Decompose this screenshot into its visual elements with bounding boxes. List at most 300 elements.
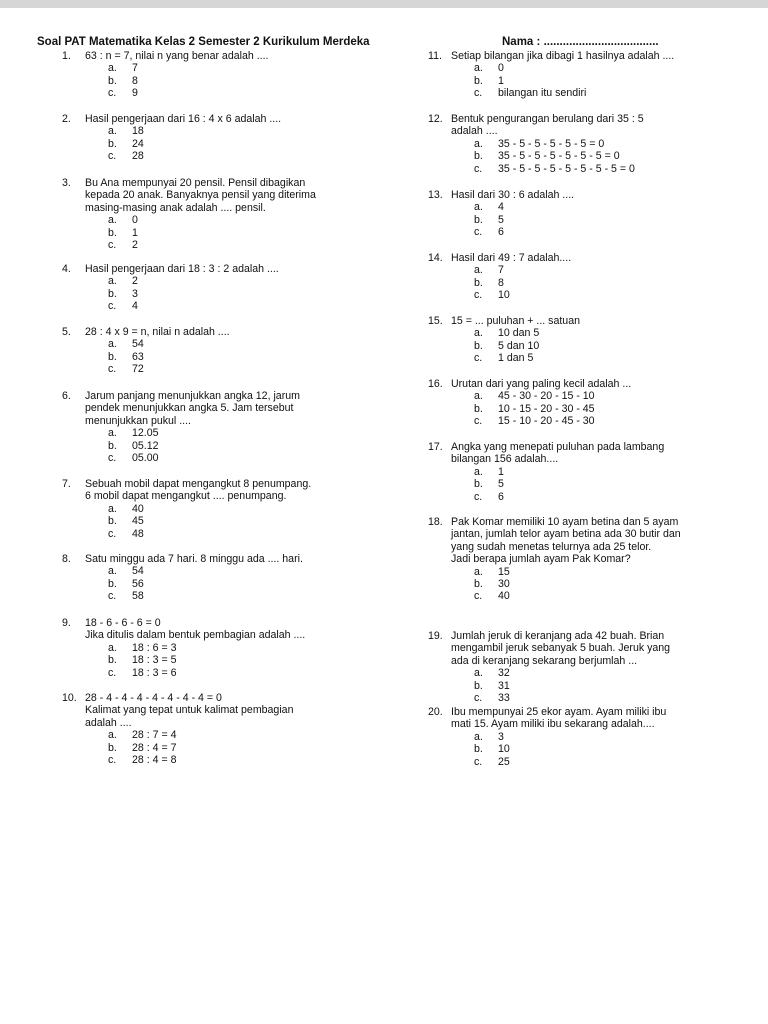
question-text-line: pendek menunjukkan angka 5. Jam tersebut: [85, 402, 294, 415]
answer-option: [108, 742, 293, 754]
option-text: bilangan itu sendiri: [498, 87, 587, 100]
option-text: 28 : 4 = 7: [132, 741, 177, 754]
option-text: 63: [132, 350, 144, 363]
question-text-line: 28 - 4 - 4 - 4 - 4 - 4 - 4 - 4 = 0: [85, 692, 222, 704]
option-text: 05.12: [132, 439, 159, 452]
option-text: 8: [498, 276, 504, 289]
question-number: 7.: [62, 478, 71, 490]
answer-options: [474, 327, 580, 364]
option-text: 33: [498, 692, 510, 705]
option-letter: a.: [474, 465, 483, 478]
option-text: 1: [498, 465, 504, 478]
question-text-line: Pak Komar memiliki 10 ayam betina dan 5 ayam: [451, 516, 679, 528]
question-11: [428, 50, 674, 100]
answer-option: [108, 667, 305, 679]
option-letter: b.: [474, 679, 483, 692]
question-number: 1.: [62, 50, 71, 62]
question-20: [428, 706, 666, 768]
option-letter: c.: [108, 590, 117, 603]
question-7: [62, 478, 311, 540]
question-stem: [428, 630, 670, 667]
question-text-line: Jadi berapa jumlah ayam Pak Komar?: [451, 553, 631, 566]
question-text-line: mengambil jeruk sebanyak 5 buah. Jeruk yang: [451, 642, 671, 655]
option-letter: b.: [108, 741, 117, 754]
question-15: [428, 315, 580, 365]
option-text: 40: [132, 502, 144, 515]
question-1: [62, 50, 268, 100]
answer-option: [108, 62, 268, 74]
name-label: Nama :: [502, 36, 541, 48]
answer-option: [108, 452, 300, 464]
option-letter: b.: [474, 402, 483, 415]
question-stem: [62, 177, 316, 214]
question-10: [62, 692, 293, 766]
answer-options: [474, 466, 664, 503]
option-letter: a.: [108, 729, 117, 742]
question-text-line: Setiap bilangan jika dibagi 1 hasilnya adalah ....: [451, 50, 675, 62]
option-text: 54: [132, 338, 144, 351]
answer-option: [108, 275, 279, 287]
option-text: 3: [132, 287, 138, 300]
option-text: 6: [498, 490, 504, 503]
question-9: [62, 617, 305, 679]
option-text: 2: [132, 239, 138, 252]
option-text: 1 dan 5: [498, 352, 534, 365]
question-number: 10.: [62, 692, 77, 704]
option-letter: a.: [108, 641, 117, 654]
answer-option: [474, 352, 580, 364]
question-stem: [428, 441, 664, 466]
option-text: 1: [498, 74, 504, 87]
answer-option: [108, 150, 281, 162]
option-letter: b.: [108, 654, 117, 667]
question-text-line: Bentuk pengurangan berulang dari 35 : 5: [451, 113, 644, 125]
option-text: 10: [498, 289, 510, 302]
option-text: 25: [498, 755, 510, 768]
answer-options: [108, 62, 268, 99]
option-letter: c.: [474, 755, 483, 768]
question-13: [428, 189, 574, 239]
option-letter: a.: [474, 137, 483, 150]
question-text-line: 18 - 6 - 6 - 6 = 0: [85, 617, 161, 629]
option-text: 10 dan 5: [498, 327, 540, 340]
answer-option: [474, 390, 631, 402]
answer-option: [108, 515, 311, 527]
option-letter: a.: [108, 275, 117, 288]
question-text-line: Hasil pengerjaan dari 18 : 3 : 2 adalah ....: [85, 263, 279, 275]
question-text-line: jantan, jumlah telor ayam betina ada 30 butir dan: [451, 528, 681, 541]
option-text: 30: [498, 578, 510, 591]
option-letter: b.: [108, 287, 117, 300]
question-text-line: Jika ditulis dalam bentuk pembagian adalah ....: [85, 629, 306, 642]
option-text: 56: [132, 577, 144, 590]
page-title: Soal PAT Matematika Kelas 2 Semester 2 Kurikulum Merdeka: [37, 36, 370, 48]
option-letter: a.: [108, 214, 117, 227]
option-letter: c.: [108, 87, 117, 100]
option-text: 24: [132, 137, 144, 150]
question-text-line: 6 mobil dapat mengangkut .... penumpang.: [85, 490, 287, 503]
question-text-line: bilangan 156 adalah....: [451, 453, 559, 466]
answer-option: [108, 642, 305, 654]
option-letter: a.: [474, 667, 483, 680]
answer-options: [474, 667, 670, 704]
option-letter: a.: [474, 264, 483, 277]
question-text-line: mati 15. Ayam miliki ibu sekarang adalah....: [451, 718, 655, 731]
answer-option: [474, 478, 664, 490]
option-text: 3: [498, 730, 504, 743]
option-text: 18 : 3 = 6: [132, 666, 177, 679]
option-letter: b.: [108, 350, 117, 363]
option-text: 7: [498, 264, 504, 277]
question-number: 4.: [62, 263, 71, 275]
question-number: 6.: [62, 390, 71, 402]
option-letter: a.: [108, 338, 117, 351]
option-letter: b.: [474, 213, 483, 226]
question-number: 13.: [428, 189, 443, 201]
name-field: [502, 36, 659, 48]
option-text: 15 - 10 - 20 - 45 - 30: [498, 415, 595, 428]
question-stem: [62, 50, 268, 62]
answer-options: [474, 264, 571, 301]
option-text: 18 : 6 = 3: [132, 641, 177, 654]
option-letter: c.: [474, 289, 483, 302]
answer-options: [474, 731, 666, 768]
question-text-line: Angka yang menepati puluhan pada lambang: [451, 441, 665, 453]
question-stem: [62, 553, 303, 565]
option-text: 10: [498, 743, 510, 756]
option-letter: a.: [474, 390, 483, 403]
question-text-line: Bu Ana mempunyai 20 pensil. Pensil dibagikan: [85, 177, 306, 189]
option-letter: a.: [108, 62, 117, 75]
answer-option: [108, 338, 230, 350]
option-text: 28 : 7 = 4: [132, 729, 177, 742]
answer-option: [108, 125, 281, 137]
question-stem: [428, 706, 666, 731]
option-letter: c.: [474, 226, 483, 239]
answer-option: [108, 654, 305, 666]
question-text-line: Hasil pengerjaan dari 16 : 4 x 6 adalah ....: [85, 113, 282, 125]
answer-option: [474, 150, 644, 162]
answer-options: [474, 201, 574, 238]
answer-option: [474, 578, 681, 590]
question-number: 14.: [428, 252, 443, 264]
answer-option: [474, 491, 664, 503]
answer-option: [474, 590, 681, 602]
answer-option: [108, 300, 279, 312]
option-letter: c.: [108, 754, 117, 767]
question-text-line: masing-masing anak adalah .... pensil.: [85, 201, 266, 214]
option-text: 35 - 5 - 5 - 5 - 5 - 5 - 5 - 5 = 0: [498, 162, 635, 175]
option-letter: c.: [474, 415, 483, 428]
option-text: 31: [498, 679, 510, 692]
answer-option: [474, 466, 664, 478]
option-text: 4: [132, 300, 138, 313]
option-text: 6: [498, 226, 504, 239]
option-text: 45 - 30 - 20 - 15 - 10: [498, 390, 595, 403]
question-number: 2.: [62, 113, 71, 125]
answer-options: [474, 138, 644, 175]
answer-option: [108, 75, 268, 87]
option-letter: b.: [474, 478, 483, 491]
question-18: [428, 516, 681, 603]
answer-option: [108, 440, 300, 452]
option-text: 58: [132, 590, 144, 603]
answer-option: [474, 731, 666, 743]
option-letter: a.: [108, 125, 117, 138]
option-letter: c.: [108, 452, 117, 465]
option-text: 5: [498, 213, 504, 226]
option-letter: c.: [108, 527, 117, 540]
question-number: 17.: [428, 441, 443, 453]
answer-option: [108, 288, 279, 300]
question-text-line: yang sudah menetas telurnya ada 25 telor.: [451, 540, 652, 553]
answer-options: [108, 503, 311, 540]
option-text: 8: [132, 74, 138, 87]
option-text: 1: [132, 226, 138, 239]
question-17: [428, 441, 664, 503]
answer-option: [108, 227, 316, 239]
question-text-line: Satu minggu ada 7 hari. 8 minggu ada .... hari.: [85, 553, 303, 565]
option-letter: c.: [474, 590, 483, 603]
answer-option: [474, 214, 574, 226]
option-letter: c.: [108, 239, 117, 252]
option-letter: b.: [108, 515, 117, 528]
option-letter: a.: [474, 730, 483, 743]
answer-option: [474, 692, 670, 704]
question-stem: [62, 326, 230, 338]
option-text: 05.00: [132, 452, 159, 465]
answer-options: [474, 566, 681, 603]
question-number: 12.: [428, 113, 443, 125]
question-number: 11.: [428, 50, 442, 62]
question-stem: [62, 113, 281, 125]
option-letter: c.: [474, 162, 483, 175]
answer-option: [108, 87, 268, 99]
answer-option: [108, 590, 303, 602]
option-text: 18 : 3 = 5: [132, 654, 177, 667]
question-stem: [62, 390, 300, 427]
question-text-line: adalah ....: [85, 716, 132, 729]
name-blank: ....................................: [543, 36, 659, 48]
answer-option: [108, 138, 281, 150]
question-text-line: Jumlah jeruk di keranjang ada 42 buah. Brian: [451, 630, 665, 642]
option-letter: c.: [108, 300, 117, 313]
question-stem: [428, 50, 674, 62]
answer-option: [474, 75, 674, 87]
answer-options: [108, 642, 305, 679]
option-text: 7: [132, 62, 138, 75]
answer-option: [474, 264, 571, 276]
option-text: 32: [498, 667, 510, 680]
question-number: 19.: [428, 630, 443, 642]
answer-option: [474, 667, 670, 679]
question-text-line: kepada 20 anak. Banyaknya pensil yang diterima: [85, 189, 316, 202]
answer-options: [108, 565, 303, 602]
question-stem: [62, 478, 311, 503]
option-text: 9: [132, 87, 138, 100]
option-letter: b.: [474, 150, 483, 163]
option-text: 72: [132, 363, 144, 376]
option-text: 28 : 4 = 8: [132, 754, 177, 767]
option-letter: c.: [474, 692, 483, 705]
answer-option: [474, 327, 580, 339]
answer-options: [108, 214, 316, 251]
question-stem: [428, 378, 631, 390]
option-letter: b.: [474, 578, 483, 591]
question-number: 16.: [428, 378, 443, 390]
option-text: 40: [498, 590, 510, 603]
option-text: 0: [498, 62, 504, 75]
question-19: [428, 630, 670, 704]
question-number: 9.: [62, 617, 71, 629]
option-text: 35 - 5 - 5 - 5 - 5 - 5 - 5 = 0: [498, 150, 620, 163]
option-letter: b.: [108, 577, 117, 590]
question-4: [62, 263, 279, 313]
option-letter: b.: [108, 226, 117, 239]
question-number: 18.: [428, 516, 443, 528]
answer-option: [474, 340, 580, 352]
question-text-line: Sebuah mobil dapat mengangkut 8 penumpang.: [85, 478, 312, 490]
option-text: 12.05: [132, 427, 159, 440]
question-stem: [62, 617, 305, 642]
option-letter: a.: [474, 327, 483, 340]
question-number: 3.: [62, 177, 71, 189]
answer-options: [108, 125, 281, 162]
question-number: 15.: [428, 315, 443, 327]
answer-options: [108, 338, 230, 375]
answer-option: [108, 239, 316, 251]
question-stem: [428, 113, 644, 138]
option-text: 0: [132, 214, 138, 227]
answer-option: [108, 729, 293, 741]
question-text-line: 28 : 4 x 9 = n, nilai n adalah ....: [85, 326, 230, 338]
question-number: 20.: [428, 706, 443, 718]
option-letter: b.: [108, 137, 117, 150]
answer-option: [474, 756, 666, 768]
answer-option: [108, 363, 230, 375]
answer-option: [108, 351, 230, 363]
answer-option: [108, 578, 303, 590]
option-text: 10 - 15 - 20 - 30 - 45: [498, 402, 595, 415]
question-12: [428, 113, 644, 175]
answer-option: [474, 289, 571, 301]
option-letter: b.: [474, 339, 483, 352]
question-6: [62, 390, 300, 464]
question-stem: [428, 252, 571, 264]
answer-option: [474, 163, 644, 175]
option-text: 5: [498, 478, 504, 491]
option-text: 48: [132, 527, 144, 540]
question-stem: [428, 516, 681, 566]
option-letter: b.: [474, 276, 483, 289]
option-text: 28: [132, 150, 144, 163]
question-text-line: Ibu mempunyai 25 ekor ayam. Ayam miliki ibu: [451, 706, 667, 718]
option-letter: b.: [474, 74, 483, 87]
answer-option: [474, 566, 681, 578]
option-letter: c.: [474, 352, 483, 365]
option-letter: a.: [474, 201, 483, 214]
question-stem: [428, 189, 574, 201]
answer-option: [474, 201, 574, 213]
answer-options: [474, 390, 631, 427]
answer-options: [474, 62, 674, 99]
answer-option: [474, 87, 674, 99]
option-letter: c.: [474, 87, 483, 100]
option-letter: b.: [108, 74, 117, 87]
question-number: 8.: [62, 553, 71, 565]
answer-option: [108, 754, 293, 766]
answer-option: [474, 403, 631, 415]
question-3: [62, 177, 316, 251]
option-letter: a.: [108, 427, 117, 440]
answer-option: [474, 226, 574, 238]
question-8: [62, 553, 303, 603]
question-text-line: Hasil dari 30 : 6 adalah ....: [451, 189, 575, 201]
option-letter: c.: [108, 666, 117, 679]
question-text-line: 63 : n = 7, nilai n yang benar adalah ....: [85, 50, 269, 62]
question-text-line: Kalimat yang tepat untuk kalimat pembagian: [85, 704, 294, 717]
answer-option: [108, 427, 300, 439]
question-16: [428, 378, 631, 428]
top-edge: [0, 0, 768, 8]
option-letter: b.: [474, 743, 483, 756]
answer-option: [474, 680, 670, 692]
answer-option: [474, 277, 571, 289]
answer-options: [108, 729, 293, 766]
question-number: 5.: [62, 326, 71, 338]
option-text: 5 dan 10: [498, 339, 540, 352]
answer-option: [474, 62, 674, 74]
answer-option: [474, 743, 666, 755]
answer-option: [108, 214, 316, 226]
answer-option: [108, 565, 303, 577]
question-text-line: Urutan dari yang paling kecil adalah ...: [451, 378, 632, 390]
question-2: [62, 113, 281, 163]
question-stem: [62, 692, 293, 729]
option-letter: a.: [474, 62, 483, 75]
question-text-line: ada di keranjang sekarang berjumlah ...: [451, 654, 638, 667]
option-letter: c.: [108, 150, 117, 163]
question-text-line: menunjukkan pukul ....: [85, 414, 191, 427]
option-text: 35 - 5 - 5 - 5 - 5 - 5 = 0: [498, 137, 605, 150]
option-letter: b.: [108, 439, 117, 452]
question-text-line: Jarum panjang menunjukkan angka 12, jarum: [85, 390, 300, 402]
answer-options: [108, 427, 300, 464]
question-stem: [62, 263, 279, 275]
option-letter: a.: [108, 565, 117, 578]
question-14: [428, 252, 571, 302]
question-text-line: adalah ....: [451, 125, 498, 138]
option-text: 4: [498, 201, 504, 214]
option-text: 45: [132, 515, 144, 528]
answer-option: [108, 528, 311, 540]
option-letter: c.: [474, 490, 483, 503]
question-5: [62, 326, 230, 376]
answer-option: [108, 503, 311, 515]
question-text-line: 15 = ... puluhan + ... satuan: [451, 315, 580, 327]
option-text: 18: [132, 125, 144, 138]
answer-options: [108, 275, 279, 312]
answer-option: [474, 138, 644, 150]
question-stem: [428, 315, 580, 327]
option-text: 2: [132, 275, 138, 288]
option-letter: a.: [474, 565, 483, 578]
answer-option: [474, 415, 631, 427]
question-text-line: Hasil dari 49 : 7 adalah....: [451, 252, 572, 264]
option-letter: c.: [108, 363, 117, 376]
option-letter: a.: [108, 502, 117, 515]
option-text: 54: [132, 565, 144, 578]
